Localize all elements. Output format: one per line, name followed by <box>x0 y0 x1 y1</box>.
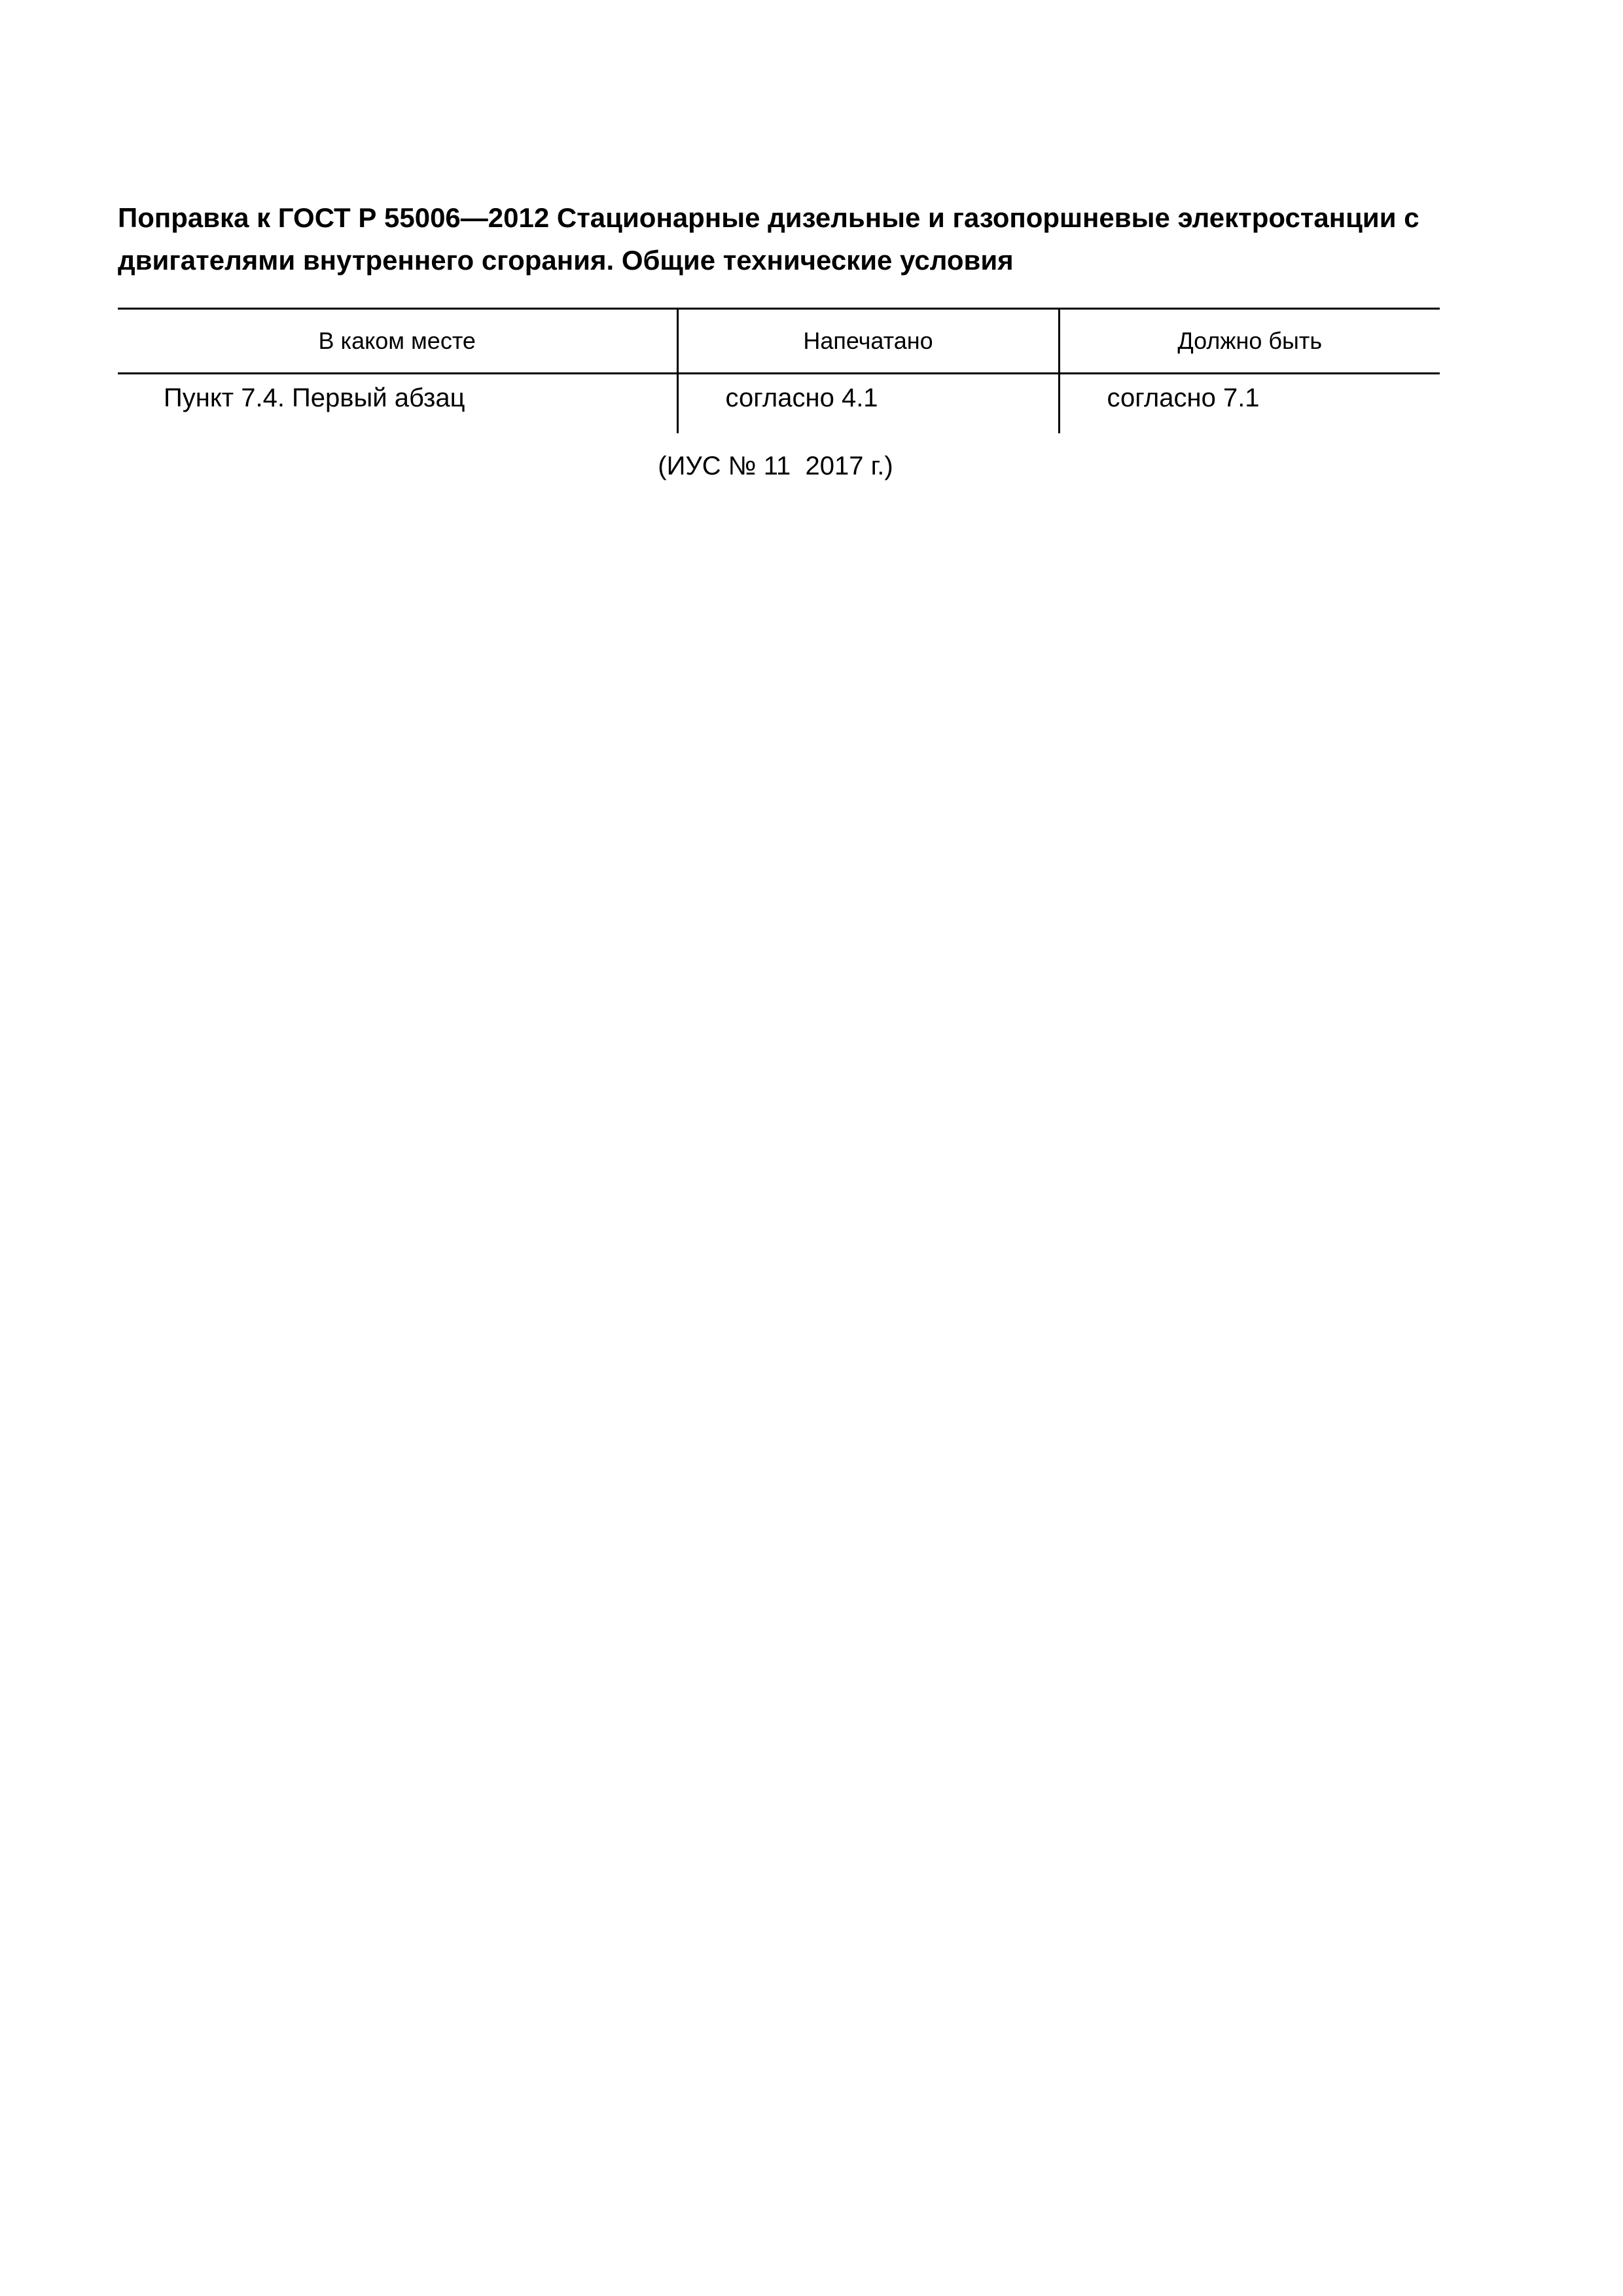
table-header-row <box>118 309 1440 374</box>
cell-place: Пункт 7.4. Первый абзац <box>164 384 465 412</box>
header-place: В каком месте <box>118 309 677 374</box>
source-note: (ИУС № 11 2017 г.) <box>658 452 893 480</box>
title-line-1: Поправка к ГОСТ Р 55006—2012 Стационарные дизельные и газопоршневые электростанции с <box>118 202 1419 233</box>
document-title <box>118 196 1466 281</box>
header-should-be: Должно быть <box>1059 309 1440 374</box>
correction-table <box>118 308 1440 433</box>
table-row <box>118 374 1440 434</box>
header-printed: Напечатано <box>677 309 1059 374</box>
title-line-2: двигателями внутреннего сгорания. Общие технические условия <box>118 245 1014 276</box>
cell-should-be: согласно 7.1 <box>1059 374 1440 434</box>
cell-printed: согласно 4.1 <box>677 374 1059 434</box>
